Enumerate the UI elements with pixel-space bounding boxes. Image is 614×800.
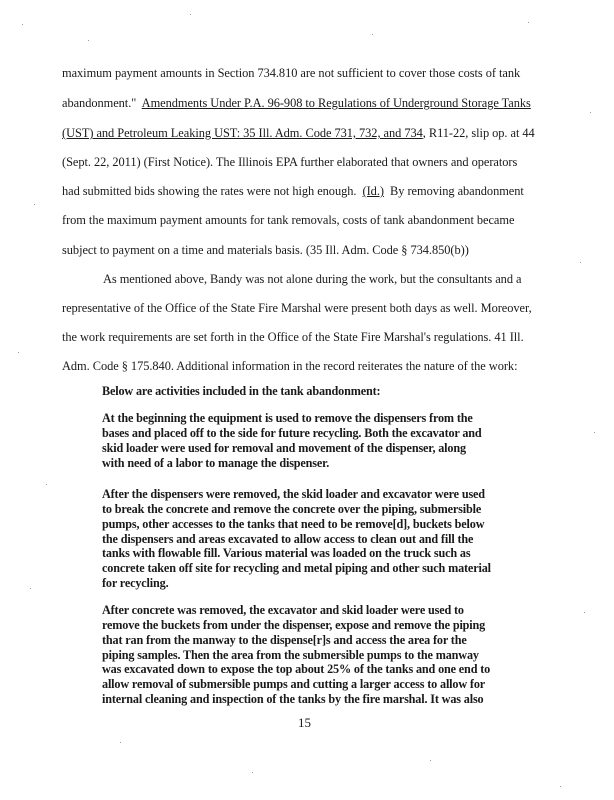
block-quote-line: pumps, other accesses to the tanks that need to be remove[d], buckets below — [102, 517, 485, 531]
scan-speck — [46, 484, 47, 485]
scan-speck — [372, 34, 373, 35]
scan-speck — [252, 772, 253, 773]
scan-speck — [594, 432, 595, 433]
block-quote-line: that ran from the manway to the dispense[r]s and access the area for the — [102, 633, 467, 647]
block-quote-line: the dispensers and areas excavated to allow access to clean out and fill the — [102, 532, 474, 546]
body-text: , R11-22, slip op. at 44 — [422, 126, 535, 140]
citation-underlined: (Id.) — [362, 184, 384, 198]
body-text-line — [62, 96, 531, 110]
scan-speck — [30, 588, 31, 589]
block-quote-line: was excavated down to expose the top about 25% of the tanks and one end to — [102, 662, 491, 676]
scan-speck — [528, 22, 529, 23]
body-text-line: Adm. Code § 175.840. Additional information in the record reiterates the nature of the work: — [62, 359, 518, 373]
body-text-line: maximum payment amounts in Section 734.810 are not sufficient to cover those costs of tank — [62, 66, 521, 80]
block-quote-heading: Below are activities included in the tank abandonment: — [102, 384, 381, 398]
block-quote-line: bases and placed off to the side for future recycling. Both the excavator and — [102, 426, 482, 440]
block-quote-line: At the beginning the equipment is used to remove the dispensers from the — [102, 411, 473, 425]
body-text: By removing abandonment — [383, 184, 524, 198]
scan-speck — [88, 40, 89, 41]
body-text-line — [62, 184, 524, 198]
block-quote-line: internal cleaning and inspection of the tanks by the fire marshal. It was also — [102, 692, 484, 706]
body-text-line: representative of the Office of the State Fire Marshal were present both days as well. Moreover, — [62, 301, 532, 315]
block-quote-line: remove the buckets from under the dispenser, expose and remove the piping — [102, 618, 486, 632]
block-quote-line: concrete taken off site for recycling and metal piping and other such material — [102, 561, 491, 575]
block-quote-line: tanks with flowable fill. Various material was loaded on the truck such as — [102, 546, 471, 560]
body-text-line: subject to payment on a time and materials basis. (35 Ill. Adm. Code § 734.850(b)) — [62, 243, 469, 257]
body-text-line: (Sept. 22, 2011) (First Notice). The Illinois EPA further elaborated that owners and operators — [62, 155, 518, 169]
body-text-line: from the maximum payment amounts for tank removals, costs of tank abandonment became — [62, 213, 515, 227]
block-quote-line: skid loader were used for removal and movement of the dispenser, along — [102, 441, 466, 455]
block-quote-line: piping samples. Then the area from the submersible pumps to the manway — [102, 648, 479, 662]
body-text-line: As mentioned above, Bandy was not alone during the work, but the consultants and a — [103, 272, 522, 286]
scan-speck — [590, 112, 591, 113]
body-text-line: the work requirements are set forth in the Office of the State Fire Marshal's regulations. 41 Ill. — [62, 330, 524, 344]
block-quote-line: to break the concrete and remove the concrete over the piping, submersible — [102, 502, 482, 516]
scan-speck — [190, 14, 191, 15]
citation-underlined: (UST) and Petroleum Leaking UST: 35 Ill. Adm. Code 731, 732, and 734 — [62, 126, 423, 140]
scan-speck — [18, 352, 19, 353]
scan-speck — [430, 760, 431, 761]
body-text: abandonment." — [62, 96, 142, 110]
block-quote-line: for recycling. — [102, 576, 169, 590]
scan-speck — [560, 786, 561, 787]
block-quote-line: allow removal of submersible pumps and cutting a larger access to allow for — [102, 677, 486, 691]
citation-underlined: Amendments Under P.A. 96-908 to Regulations of Underground Storage Tanks — [141, 96, 531, 110]
scan-speck — [120, 742, 121, 743]
body-text: had submitted bids showing the rates were not high enough. — [62, 184, 363, 198]
scan-speck — [584, 612, 585, 613]
block-quote-line: After concrete was removed, the excavator and skid loader were used to — [102, 603, 464, 617]
scan-speck — [580, 262, 581, 263]
scan-speck — [34, 204, 35, 205]
page-number: 15 — [298, 715, 311, 730]
scan-speck — [22, 24, 23, 25]
block-quote-line: After the dispensers were removed, the skid loader and excavator were used — [102, 487, 485, 501]
body-text-line — [62, 126, 535, 140]
block-quote-line: with need of a labor to manage the dispenser. — [102, 456, 330, 470]
